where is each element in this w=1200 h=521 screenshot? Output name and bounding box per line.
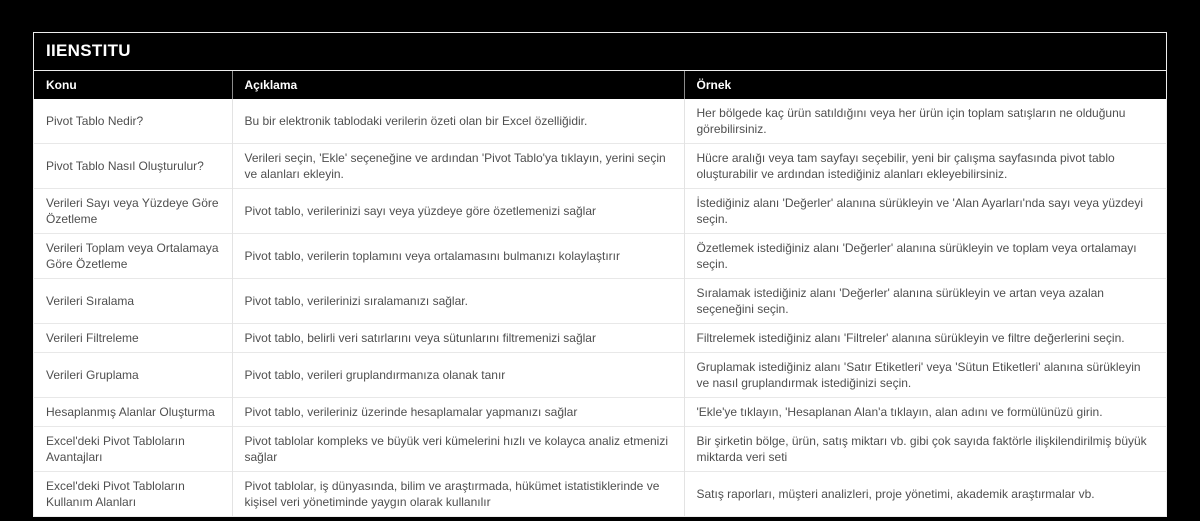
konu-cell: Hesaplanmış Alanlar Oluşturma — [34, 398, 232, 427]
header-row — [34, 71, 1166, 99]
pivot-info-table — [34, 71, 1166, 516]
table-row — [34, 279, 1166, 324]
table-row — [34, 324, 1166, 353]
ornek-cell: Özetlemek istediğiniz alanı 'Değerler' alanına sürükleyin ve toplam veya ortalamayı seçin. — [684, 234, 1166, 279]
konu-cell: Excel'deki Pivot Tabloların Avantajları — [34, 427, 232, 472]
table-row — [34, 189, 1166, 234]
pivot-table-panel — [33, 32, 1167, 517]
table-row — [34, 144, 1166, 189]
aciklama-cell: Pivot tablolar kompleks ve büyük veri kümelerini hızlı ve kolayca analiz etmenizi sağlar — [232, 427, 684, 472]
ornek-cell: Her bölgede kaç ürün satıldığını veya her ürün için toplam satışların ne olduğunu görebilirsiniz. — [684, 99, 1166, 144]
ornek-cell: Satış raporları, müşteri analizleri, proje yönetimi, akademik araştırmalar vb. — [684, 472, 1166, 517]
table-row — [34, 398, 1166, 427]
aciklama-cell: Pivot tablo, verilerinizi sıralamanızı sağlar. — [232, 279, 684, 324]
aciklama-cell: Pivot tablo, verilerin toplamını veya ortalamasını bulmanızı kolaylaştırır — [232, 234, 684, 279]
table-row — [34, 353, 1166, 398]
table-row — [34, 472, 1166, 517]
table-row — [34, 427, 1166, 472]
konu-cell: Pivot Tablo Nasıl Oluşturulur? — [34, 144, 232, 189]
column-header-konu: Konu — [34, 71, 232, 99]
aciklama-cell: Pivot tablolar, iş dünyasında, bilim ve araştırmada, hükümet istatistiklerinde ve kişisel veri yönetiminde yaygın olarak kullanılır — [232, 472, 684, 517]
table-row — [34, 234, 1166, 279]
aciklama-cell: Pivot tablo, verileriniz üzerinde hesaplamalar yapmanızı sağlar — [232, 398, 684, 427]
table-header — [34, 71, 1166, 99]
konu-cell: Verileri Gruplama — [34, 353, 232, 398]
ornek-cell: İstediğiniz alanı 'Değerler' alanına sürükleyin ve 'Alan Ayarları'nda sayı veya yüzdeyi seçin. — [684, 189, 1166, 234]
ornek-cell: Bir şirketin bölge, ürün, satış miktarı vb. gibi çok sayıda faktörle ilişkilendirilmiş büyük miktarda veri seti — [684, 427, 1166, 472]
aciklama-cell: Bu bir elektronik tablodaki verilerin özeti olan bir Excel özelliğidir. — [232, 99, 684, 144]
table-body — [34, 99, 1166, 516]
column-header-aciklama: Açıklama — [232, 71, 684, 99]
ornek-cell: 'Ekle'ye tıklayın, 'Hesaplanan Alan'a tıklayın, alan adını ve formülünüzü girin. — [684, 398, 1166, 427]
konu-cell: Verileri Sayı veya Yüzdeye Göre Özetleme — [34, 189, 232, 234]
panel-title: IIENSTITU — [34, 33, 1166, 71]
aciklama-cell: Pivot tablo, verilerinizi sayı veya yüzdeye göre özetlemenizi sağlar — [232, 189, 684, 234]
ornek-cell: Sıralamak istediğiniz alanı 'Değerler' alanına sürükleyin ve artan veya azalan seçeneğini seçin. — [684, 279, 1166, 324]
ornek-cell: Filtrelemek istediğiniz alanı 'Filtreler' alanına sürükleyin ve filtre değerlerini seçin. — [684, 324, 1166, 353]
konu-cell: Excel'deki Pivot Tabloların Kullanım Alanları — [34, 472, 232, 517]
konu-cell: Verileri Filtreleme — [34, 324, 232, 353]
aciklama-cell: Pivot tablo, verileri gruplandırmanıza olanak tanır — [232, 353, 684, 398]
konu-cell: Verileri Toplam veya Ortalamaya Göre Özetleme — [34, 234, 232, 279]
ornek-cell: Gruplamak istediğiniz alanı 'Satır Etiketleri' veya 'Sütun Etiketleri' alanına sürükleyin ve nasıl gruplandırmak istediğinizi seçin. — [684, 353, 1166, 398]
aciklama-cell: Verileri seçin, 'Ekle' seçeneğine ve ardından 'Pivot Tablo'ya tıklayın, yerini seçin ve alanları ekleyin. — [232, 144, 684, 189]
ornek-cell: Hücre aralığı veya tam sayfayı seçebilir, yeni bir çalışma sayfasında pivot tablo oluşturabilir ve ardından istediğiniz alanları ekleyebilirsiniz. — [684, 144, 1166, 189]
table-row — [34, 99, 1166, 144]
konu-cell: Pivot Tablo Nedir? — [46, 114, 144, 128]
aciklama-cell: Pivot tablo, belirli veri satırlarını veya sütunlarını filtremenizi sağlar — [232, 324, 684, 353]
column-header-ornek: Örnek — [684, 71, 1166, 99]
konu-cell: Verileri Sıralama — [34, 279, 232, 324]
